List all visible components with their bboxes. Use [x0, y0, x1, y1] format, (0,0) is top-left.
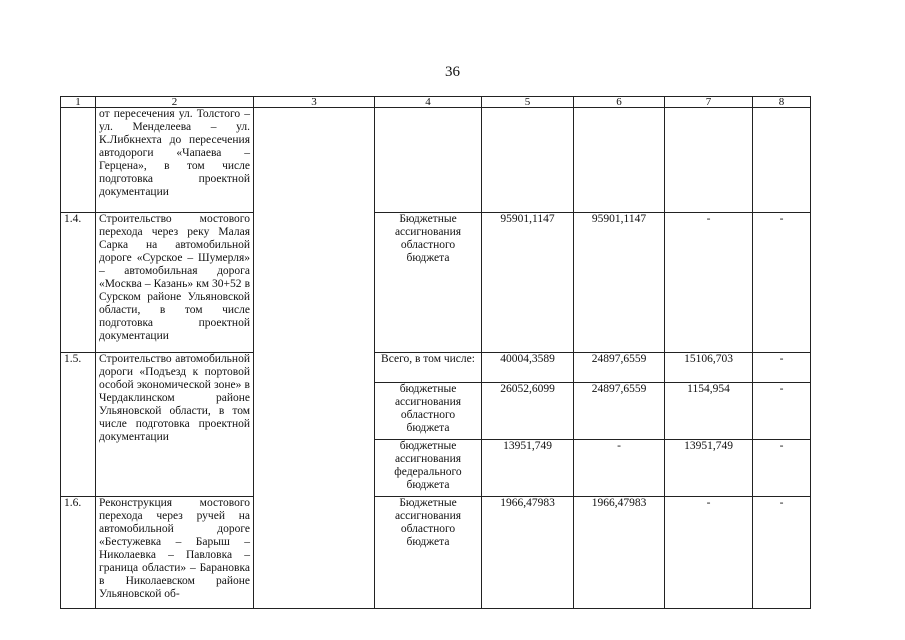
funding-source: Бюджетные ассигнования областного бюджета — [375, 213, 482, 353]
table-row — [61, 213, 811, 353]
funding-source: Бюджетные ассигнования областного бюджета — [375, 497, 482, 609]
value-col8 — [753, 108, 811, 213]
column-3-cell — [254, 108, 375, 609]
page-number: 36 — [445, 64, 460, 80]
item-number-cell — [61, 108, 96, 213]
value-col7: 1154,954 — [665, 383, 753, 440]
item-description: Строительство автомобильной дороги «Подъезд к портовой особой экономической зоне» в Чердаклинском районе Ульяновской области, в том числе подготовка проектной документации — [96, 353, 254, 497]
value-col5: 95901,1147 — [482, 213, 574, 353]
value-col8: - — [753, 383, 811, 440]
column-number-8: 8 — [753, 97, 811, 108]
value-col8: - — [753, 497, 811, 609]
value-col8: - — [753, 213, 811, 353]
value-col7: - — [665, 497, 753, 609]
funding-source: Всего, в том числе: — [375, 353, 482, 383]
value-col6: - — [574, 440, 665, 497]
item-description: от пересечения ул. Толстого – ул. Менделеева – ул. К.Либкнехта до пересечения автодороги «Чапаева – Герцена», в том числе подготовка проектной документации — [96, 108, 254, 213]
column-number-2: 2 — [96, 97, 254, 108]
value-col7: 15106,703 — [665, 353, 753, 383]
table-row-continuation — [61, 108, 811, 213]
table-row — [61, 497, 811, 609]
value-col8: - — [753, 440, 811, 497]
column-number-6: 6 — [574, 97, 665, 108]
value-col6: 24897,6559 — [574, 353, 665, 383]
item-description: Реконструкция мостового перехода через ручей на автомобильной дороге «Бестужевка – Барыш – Николаевка – Павловка – граница области» – Барановка в Николаевском районе Ульяновской об- — [96, 497, 254, 609]
value-col5: 1966,47983 — [482, 497, 574, 609]
column-number-1: 1 — [61, 97, 96, 108]
column-number-row — [61, 97, 811, 108]
budget-table — [60, 96, 811, 609]
value-col5: 13951,749 — [482, 440, 574, 497]
value-col7: - — [665, 213, 753, 353]
table-row — [61, 353, 811, 383]
value-col6: 95901,1147 — [574, 213, 665, 353]
funding-source: бюджетные ассигнования областного бюджета — [375, 383, 482, 440]
value-col8: - — [753, 353, 811, 383]
item-number: 1.4. — [61, 213, 96, 353]
value-col7 — [665, 108, 753, 213]
column-number-7: 7 — [665, 97, 753, 108]
item-number: 1.6. — [61, 497, 96, 609]
funding-source: бюджетные ассигнования федерального бюджета — [375, 440, 482, 497]
value-col6 — [574, 108, 665, 213]
column-number-4: 4 — [375, 97, 482, 108]
funding-source — [375, 108, 482, 213]
item-description: Строительство мостового перехода через реку Малая Сарка на автомобильной дороге «Сурское – Шумерля» – автомобильная дорога «Москва – Казань» км 30+52 в Сурском районе Ульяновской области, в том числе подготовка проектной документации — [96, 213, 254, 353]
value-col6: 1966,47983 — [574, 497, 665, 609]
value-col7: 13951,749 — [665, 440, 753, 497]
column-number-5: 5 — [482, 97, 574, 108]
value-col5: 40004,3589 — [482, 353, 574, 383]
item-number: 1.5. — [61, 353, 96, 497]
value-col5: 26052,6099 — [482, 383, 574, 440]
value-col5 — [482, 108, 574, 213]
column-number-3: 3 — [254, 97, 375, 108]
value-col6: 24897,6559 — [574, 383, 665, 440]
